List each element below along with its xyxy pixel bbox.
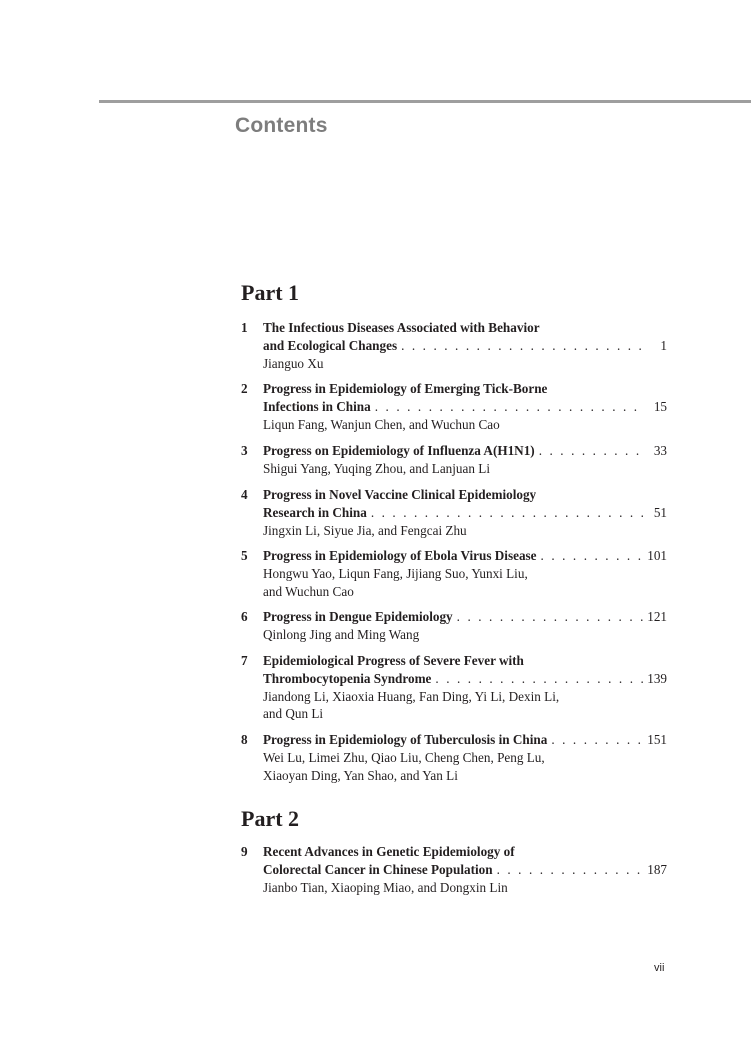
chapter-title[interactable]: Infections in China [263,398,371,414]
toc-entry-ch7[interactable] [241,652,667,723]
chapter-authors: Qinlong Jing and Ming Wang [263,626,420,642]
toc-entry-ch6[interactable] [241,608,667,644]
toc-entry-ch2[interactable] [241,380,667,433]
chapter-title-line: Epidemiological Progress of Severe Fever with [263,653,524,668]
chapter-authors: Xiaoyan Ding, Yan Shao, and Yan Li [263,767,458,783]
dot-leader [375,398,643,416]
chapter-number: 2 [241,381,248,396]
dot-leader [371,504,643,522]
chapter-page: 121 [647,609,667,624]
toc-entry-ch3[interactable] [241,442,667,478]
chapter-authors: and Wuchun Cao [263,583,354,599]
dot-leader [401,337,643,355]
chapter-number: 3 [241,443,248,458]
page-number: vii [654,962,665,974]
chapter-number: 4 [241,487,248,502]
dot-leader [435,670,643,688]
chapter-number: 7 [241,653,248,668]
chapter-authors: Wei Lu, Limei Zhu, Qiao Liu, Cheng Chen, Peng Lu, [263,749,545,765]
chapter-number: 5 [241,548,248,563]
chapter-number: 8 [241,732,248,747]
chapter-title[interactable]: and Ecological Changes [263,337,398,353]
chapter-authors: Jianguo Xu [263,355,324,371]
dot-leader [539,442,643,460]
chapter-page: 15 [653,398,667,414]
toc-entry-ch1[interactable] [241,319,667,372]
chapter-page: 1 [660,337,667,353]
dot-leader [497,861,643,879]
chapter-title[interactable]: Colorectal Cancer in Chinese Population [263,861,493,877]
chapter-title[interactable]: Progress in Epidemiology of Ebola Virus Disease [263,548,537,563]
chapter-page: 51 [653,504,667,520]
toc-entry-ch8[interactable] [241,731,667,784]
chapter-title[interactable]: Progress in Dengue Epidemiology [263,609,453,624]
dot-leader [551,731,643,749]
chapter-authors: Jiandong Li, Xiaoxia Huang, Fan Ding, Yi Li, Dexin Li, [263,688,560,704]
toc-entry-ch4[interactable] [241,486,667,539]
chapter-number: 1 [241,320,248,335]
chapter-title-line: Progress in Epidemiology of Emerging Tick-Borne [263,381,548,396]
chapter-authors: Shigui Yang, Yuqing Zhou, and Lanjuan Li [263,460,490,476]
chapter-title-line: Progress in Novel Vaccine Clinical Epidemiology [263,487,537,502]
toc-entry-ch9[interactable] [241,843,667,896]
dot-leader [457,608,643,626]
chapter-number: 9 [241,844,248,859]
chapter-title[interactable]: Progress in Epidemiology of Tuberculosis in China [263,732,548,747]
chapter-authors: Jianbo Tian, Xiaoping Miao, and Dongxin Lin [263,879,508,895]
dot-leader [541,547,643,565]
part-2-heading: Part 2 [241,806,300,831]
chapter-authors: and Qun Li [263,706,324,722]
page-title: Contents [235,114,328,137]
chapter-page: 139 [647,670,667,686]
chapter-title[interactable]: Research in China [263,504,367,520]
chapter-authors: Liqun Fang, Wanjun Chen, and Wuchun Cao [263,416,500,432]
chapter-page: 101 [647,548,667,563]
chapter-authors: Hongwu Yao, Liqun Fang, Jijiang Suo, Yunxi Liu, [263,565,528,581]
chapter-number: 6 [241,609,248,624]
chapter-page: 187 [647,861,667,877]
chapter-title[interactable]: Progress on Epidemiology of Influenza A(H1N1) [263,443,535,458]
chapter-page: 151 [647,732,667,747]
part-1-heading: Part 1 [241,280,300,305]
top-rule [99,100,751,103]
chapter-title[interactable]: Thrombocytopenia Syndrome [263,670,432,686]
chapter-page: 33 [653,443,667,458]
chapter-title-line: The Infectious Diseases Associated with Behavior [263,320,540,335]
toc-entry-ch5[interactable] [241,547,667,600]
chapter-title-line: Recent Advances in Genetic Epidemiology of [263,844,515,859]
chapter-authors: Jingxin Li, Siyue Jia, and Fengcai Zhu [263,522,467,538]
